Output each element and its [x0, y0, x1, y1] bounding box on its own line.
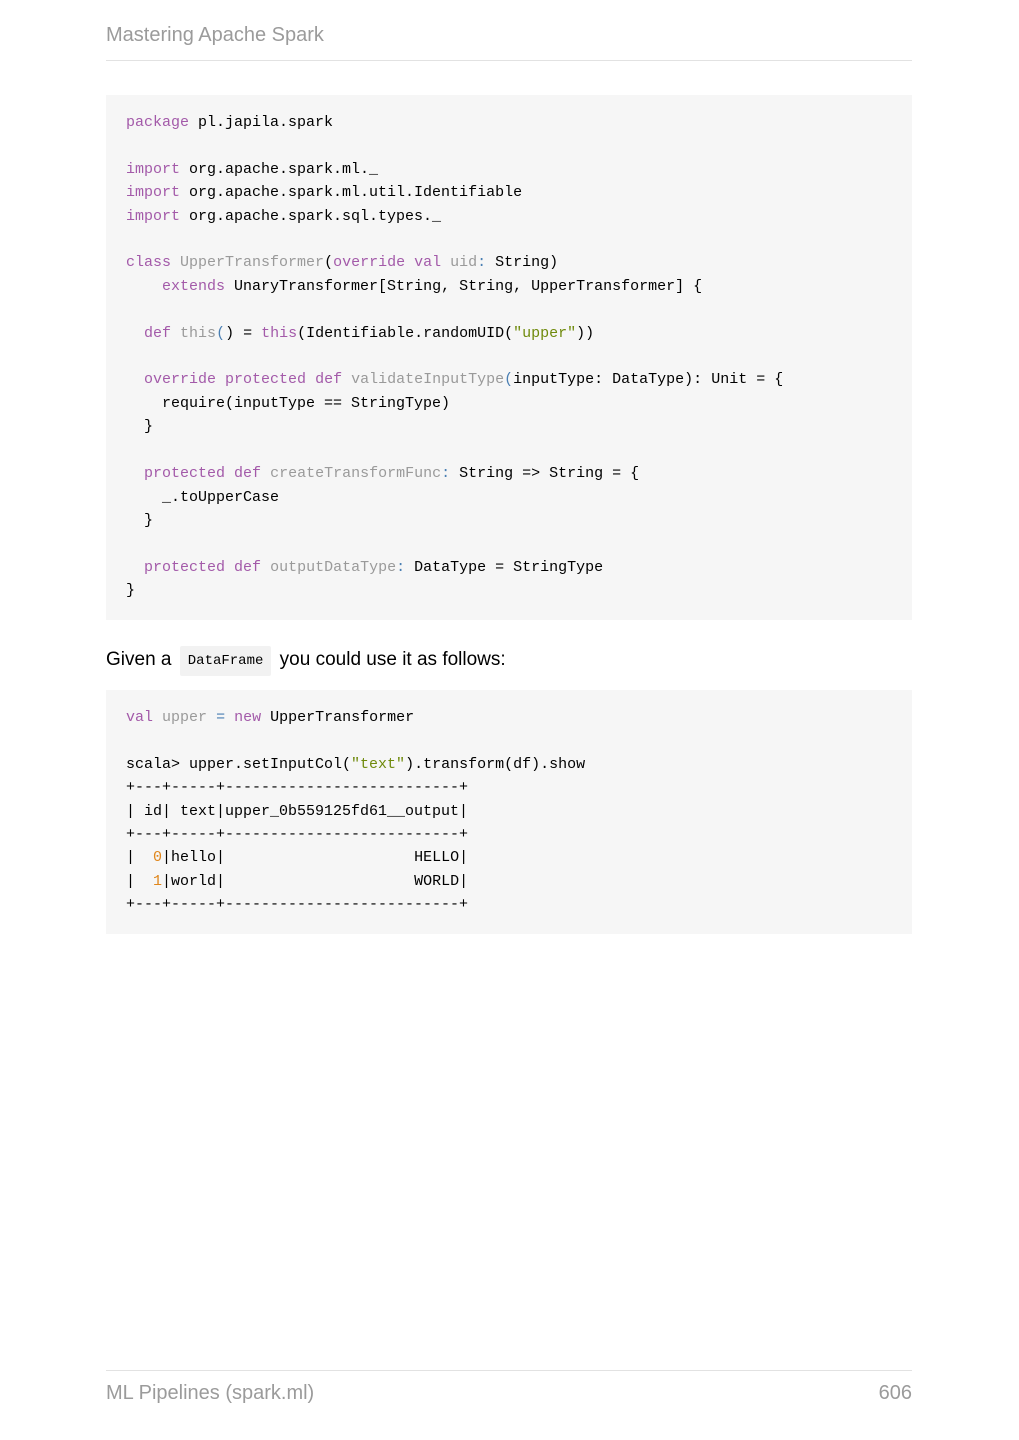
- code-line: [126, 779, 468, 796]
- code-token: def: [234, 465, 262, 483]
- code-line: [126, 371, 783, 388]
- body-paragraph: [106, 646, 506, 676]
- code-token: validateInputType: [351, 371, 505, 389]
- code-line: [126, 325, 594, 342]
- paragraph-text-before: Given a: [106, 649, 172, 670]
- code-token: inputType: DataType): Unit = {: [513, 371, 784, 389]
- code-token: org.apache.spark.ml.util.Identifiable: [180, 184, 523, 202]
- code-token: package: [126, 114, 190, 131]
- code-token: |world| WORLD|: [162, 872, 469, 890]
- code-token: (: [216, 324, 226, 342]
- code-line: [126, 803, 468, 820]
- code-token: }: [126, 582, 136, 600]
- code-token: ) =: [225, 324, 262, 342]
- code-token: [216, 371, 225, 388]
- code-token: def: [315, 371, 343, 389]
- code-token: def: [144, 324, 172, 342]
- code-line: [126, 559, 603, 576]
- code-line: [126, 582, 135, 599]
- code-token: +---+-----+--------------------------+: [126, 826, 469, 844]
- code-token: new: [234, 709, 262, 726]
- code-line: [126, 756, 585, 773]
- code-line: [126, 896, 468, 913]
- code-token: )): [576, 324, 595, 342]
- code-token: [441, 254, 450, 271]
- code-token: +---+-----+--------------------------+: [126, 779, 469, 797]
- code-line: [126, 208, 441, 225]
- code-token: :: [477, 254, 487, 272]
- code-line: [126, 184, 522, 201]
- code-token: }: [126, 511, 154, 529]
- page-header-title: Mastering Apache Spark: [106, 24, 324, 46]
- code-token: 0: [153, 849, 163, 867]
- code-token: _.toUpperCase: [126, 488, 280, 506]
- code-line: [126, 489, 279, 506]
- code-token: override: [144, 371, 217, 389]
- code-token: "text": [351, 755, 406, 773]
- code-token: override: [333, 254, 406, 272]
- code-token: import: [126, 184, 181, 202]
- code-line: [126, 709, 414, 726]
- code-token: [126, 325, 144, 342]
- footer-divider: [106, 1370, 912, 1371]
- code-token: this: [261, 324, 298, 342]
- code-token: [342, 371, 351, 388]
- code-token: [126, 278, 162, 295]
- footer-page-number: 606: [878, 1382, 912, 1404]
- code-token: "upper": [513, 324, 577, 342]
- code-block-transformer: [106, 95, 912, 620]
- code-line: [126, 826, 468, 843]
- code-token: (: [504, 371, 514, 389]
- code-token: class: [126, 254, 172, 272]
- code-token: DataType = StringType: [405, 558, 604, 576]
- code-token: protected: [144, 465, 226, 483]
- code-token: org.apache.spark.sql.types._: [180, 207, 442, 225]
- inline-code-dataframe: DataFrame: [180, 646, 272, 676]
- code-token: [225, 465, 234, 482]
- code-token: |: [126, 849, 154, 867]
- code-token: [225, 709, 234, 726]
- code-token: scala> upper.setInputCol(: [126, 755, 352, 773]
- code-token: [171, 254, 180, 271]
- code-token: upper: [162, 709, 208, 726]
- code-token: [171, 325, 180, 342]
- code-line: [126, 395, 450, 412]
- code-token: }: [126, 418, 154, 436]
- code-token: String): [486, 254, 559, 272]
- code-token: [405, 254, 414, 271]
- code-token: uid: [450, 254, 478, 272]
- code-token: (: [324, 254, 334, 272]
- code-token: :: [396, 558, 406, 576]
- code-token: createTransformFunc: [270, 465, 442, 483]
- code-token: [126, 465, 144, 482]
- code-token: |hello| HELLO|: [162, 849, 469, 867]
- code-token: :: [441, 465, 451, 483]
- code-token: (Identifiable.randomUID(: [297, 324, 514, 342]
- header-divider: [106, 60, 912, 61]
- code-token: UpperTransformer: [180, 254, 325, 272]
- footer-chapter-title: ML Pipelines (spark.ml): [106, 1382, 315, 1404]
- code-block-usage: [106, 690, 912, 934]
- code-token: protected: [144, 558, 226, 576]
- code-line: [126, 465, 639, 482]
- code-token: |: [126, 872, 154, 890]
- code-token: [306, 371, 315, 388]
- code-token: val: [126, 709, 154, 726]
- code-token: def: [234, 558, 262, 576]
- code-token: [153, 709, 162, 726]
- code-line: [126, 254, 558, 271]
- code-line: [126, 278, 702, 295]
- code-listing: [126, 706, 892, 917]
- code-token: org.apache.spark.ml._: [180, 160, 379, 178]
- code-token: UpperTransformer: [261, 709, 415, 726]
- code-token: +---+-----+--------------------------+: [126, 896, 469, 914]
- code-token: pl.japila.spark: [189, 114, 334, 131]
- code-line: [126, 873, 468, 890]
- code-token: 1: [153, 872, 163, 890]
- paragraph-text-after: you could use it as follows:: [279, 649, 506, 670]
- code-token: import: [126, 160, 181, 178]
- code-listing: [126, 111, 892, 603]
- code-token: val: [414, 254, 442, 272]
- code-token: require(inputType == StringType): [126, 394, 451, 412]
- code-token: | id| text|upper_0b559125fd61__output|: [126, 802, 469, 820]
- code-token: UnaryTransformer[String, String, UpperTransformer] {: [225, 277, 703, 295]
- code-token: extends: [162, 277, 226, 295]
- code-line: [126, 161, 378, 178]
- code-line: [126, 114, 333, 131]
- code-line: [126, 418, 153, 435]
- code-token: import: [126, 207, 181, 225]
- code-line: [126, 512, 153, 529]
- code-token: [261, 559, 270, 576]
- code-token: [261, 465, 270, 482]
- code-token: [225, 559, 234, 576]
- code-token: this: [180, 324, 217, 342]
- code-token: [207, 709, 216, 726]
- code-token: String => String = {: [450, 465, 640, 483]
- code-token: protected: [225, 371, 307, 389]
- code-token: [126, 559, 144, 576]
- code-token: ).transform(df).show: [405, 755, 586, 773]
- code-token: [126, 371, 144, 388]
- code-token: outputDataType: [270, 558, 397, 576]
- code-token: =: [216, 709, 226, 726]
- code-line: [126, 849, 468, 866]
